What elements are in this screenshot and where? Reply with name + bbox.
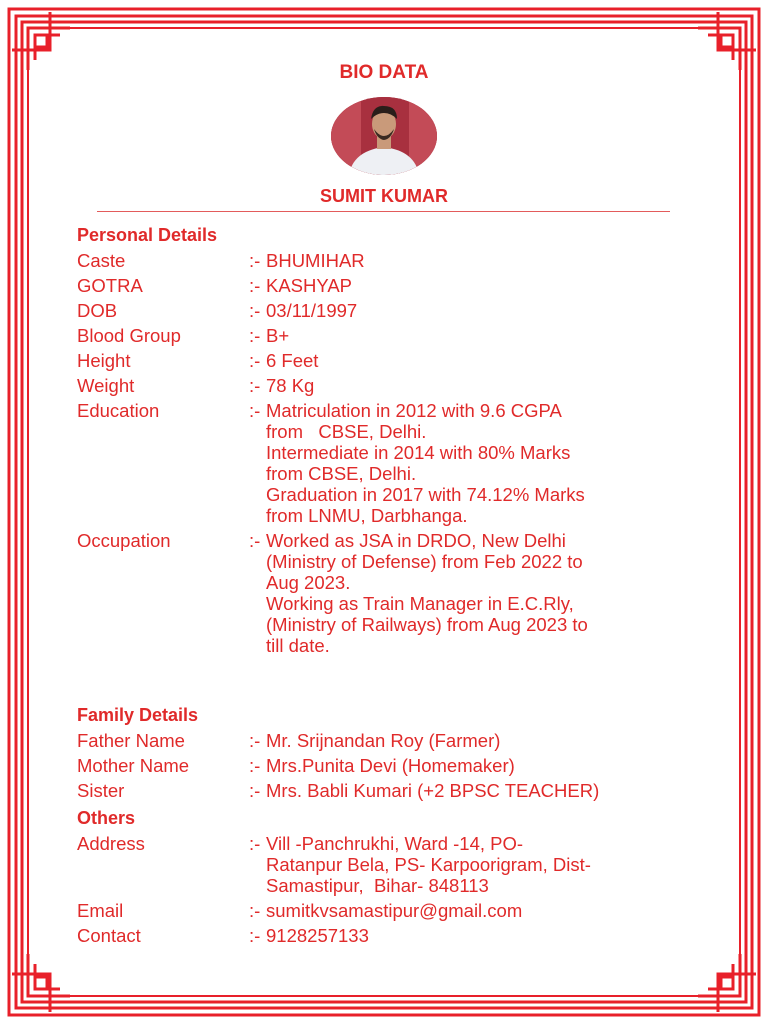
detail-value-line: Matriculation in 2012 with 9.6 CGPA (266, 400, 562, 421)
detail-separator: :- (249, 350, 261, 371)
detail-value (266, 900, 697, 921)
detail-label: Occupation (77, 530, 171, 551)
detail-value-line: 78 Kg (266, 375, 315, 396)
detail-label: Caste (77, 250, 126, 271)
detail-separator: :- (249, 755, 261, 776)
detail-separator: :- (249, 900, 261, 921)
page-title: BIO DATA (339, 62, 429, 83)
detail-label: Email (77, 900, 124, 921)
detail-separator: :- (249, 300, 261, 321)
detail-value-line: sumitkvsamastipur@gmail.com (266, 900, 523, 921)
detail-separator: :- (249, 530, 261, 551)
detail-value-line: till date. (266, 635, 330, 656)
detail-row (77, 925, 697, 946)
detail-value-line: (Ministry of Railways) from Aug 2023 to (266, 614, 588, 635)
detail-value-line: Vill -Panchrukhi, Ward -14, PO- (266, 833, 524, 854)
detail-row (77, 755, 697, 776)
detail-row (77, 530, 697, 656)
detail-row (77, 780, 697, 801)
detail-value (266, 350, 697, 371)
detail-row (77, 900, 697, 921)
detail-value (266, 275, 697, 296)
detail-value-line: from CBSE, Delhi. (266, 463, 417, 484)
detail-row (77, 400, 697, 526)
detail-value (266, 250, 697, 271)
detail-separator: :- (249, 400, 261, 421)
detail-label: Address (77, 833, 145, 854)
detail-label: Contact (77, 925, 141, 946)
detail-row (77, 300, 697, 321)
detail-separator: :- (249, 325, 261, 346)
detail-value-line: 9128257133 (266, 925, 369, 946)
detail-value-line: (Ministry of Defense) from Feb 2022 to (266, 551, 583, 572)
detail-label: Sister (77, 780, 125, 801)
detail-value (266, 400, 697, 526)
person-name: SUMIT KUMAR (320, 186, 448, 206)
detail-row (77, 325, 697, 346)
detail-value-line: Mrs. Babli Kumari (+2 BPSC TEACHER) (266, 780, 600, 801)
detail-value-line: 03/11/1997 (266, 300, 358, 321)
detail-row (77, 350, 697, 371)
divider (97, 211, 670, 212)
family-details-list (77, 730, 697, 801)
detail-value-line: BHUMIHAR (266, 250, 365, 271)
detail-value-line: Samastipur, Bihar- 848113 (266, 875, 489, 896)
detail-row (77, 250, 697, 271)
family-details-heading: Family Details (77, 705, 199, 725)
detail-value-line: 6 Feet (266, 350, 319, 371)
biodata-content (77, 224, 697, 946)
detail-label: Mother Name (77, 755, 190, 776)
detail-separator: :- (249, 375, 261, 396)
others-heading: Others (77, 808, 136, 828)
detail-value-line: Mrs.Punita Devi (Homemaker) (266, 755, 515, 776)
detail-separator: :- (249, 925, 261, 946)
detail-value-line: from LNMU, Darbhanga. (266, 505, 468, 526)
detail-value-line: B+ (266, 325, 290, 346)
detail-value (266, 730, 697, 751)
detail-value (266, 833, 697, 896)
detail-row (77, 730, 697, 751)
detail-value-line: Working as Train Manager in E.C.Rly, (266, 593, 574, 614)
detail-value-line: Worked as JSA in DRDO, New Delhi (266, 530, 566, 551)
detail-label: Blood Group (77, 325, 181, 346)
detail-value (266, 755, 697, 776)
detail-value-line: Intermediate in 2014 with 80% Marks (266, 442, 571, 463)
detail-value (266, 530, 697, 656)
personal-details-heading: Personal Details (77, 225, 218, 245)
detail-separator: :- (249, 730, 261, 751)
detail-value-line: Ratanpur Bela, PS- Karpoorigram, Dist- (266, 854, 591, 875)
detail-value (266, 300, 697, 321)
detail-value (266, 325, 697, 346)
detail-value-line: Graduation in 2017 with 74.12% Marks (266, 484, 585, 505)
detail-label: Education (77, 400, 160, 421)
detail-separator: :- (249, 780, 261, 801)
detail-separator: :- (249, 275, 261, 296)
detail-value-line: Aug 2023. (266, 572, 351, 593)
detail-row (77, 275, 697, 296)
detail-label: Weight (77, 375, 135, 396)
detail-value (266, 780, 697, 801)
detail-separator: :- (249, 833, 261, 854)
detail-value (266, 925, 697, 946)
detail-row (77, 375, 697, 396)
others-list (77, 833, 697, 946)
detail-label: GOTRA (77, 275, 143, 296)
detail-value-line: KASHYAP (266, 275, 353, 296)
detail-separator: :- (249, 250, 261, 271)
detail-value-line: Mr. Srijnandan Roy (Farmer) (266, 730, 501, 751)
detail-value-line: from CBSE, Delhi. (266, 421, 427, 442)
detail-label: DOB (77, 300, 118, 321)
detail-label: Father Name (77, 730, 185, 751)
detail-row (77, 833, 697, 896)
personal-details-list (77, 250, 697, 656)
detail-label: Height (77, 350, 131, 371)
detail-value (266, 375, 697, 396)
profile-photo (331, 97, 437, 175)
